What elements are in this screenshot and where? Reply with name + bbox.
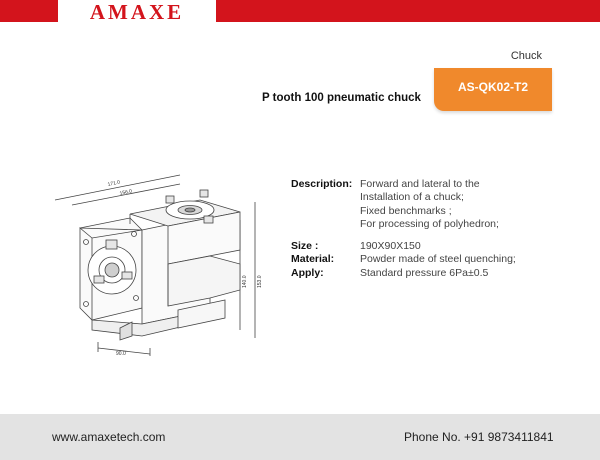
spec-key: Material: [291,253,335,265]
category-label: Chuck [510,50,542,62]
product-code: AS-QK02-T2 [457,80,528,94]
spec-value: Fixed benchmarks ; [360,205,452,217]
phone-number[interactable]: Phone No. +91 9873411841 [404,430,554,444]
spec-key: Size : [291,240,319,252]
footer-bar [0,414,600,460]
technical-drawing [50,160,270,360]
dim-label: 171.0 [107,179,121,188]
brand-logo[interactable] [58,0,216,22]
product-code-badge [434,68,552,111]
dim-label: 90.0 [116,351,126,357]
dim-label: 140.0 [242,275,248,288]
spec-key: Description: [291,178,353,190]
spec-value: Powder made of steel quenching; [360,253,516,265]
dim-label: 156.0 [119,188,133,197]
spec-value: 190X90X150 [360,240,421,252]
spec-value: For processing of polyhedron; [360,218,499,230]
spec-value: Forward and lateral to the [360,178,480,190]
product-title: P tooth 100 pneumatic chuck [262,92,421,104]
website-link[interactable]: www.amaxetech.com [52,430,166,444]
spec-value: Installation of a chuck; [360,191,464,203]
brand-logo-text: AMAXE [89,0,185,24]
dim-label: 153.0 [257,275,263,288]
spec-value: Standard pressure 6Pa±0.5 [360,267,489,279]
spec-key: Apply: [291,267,324,279]
header-bar [0,0,600,22]
